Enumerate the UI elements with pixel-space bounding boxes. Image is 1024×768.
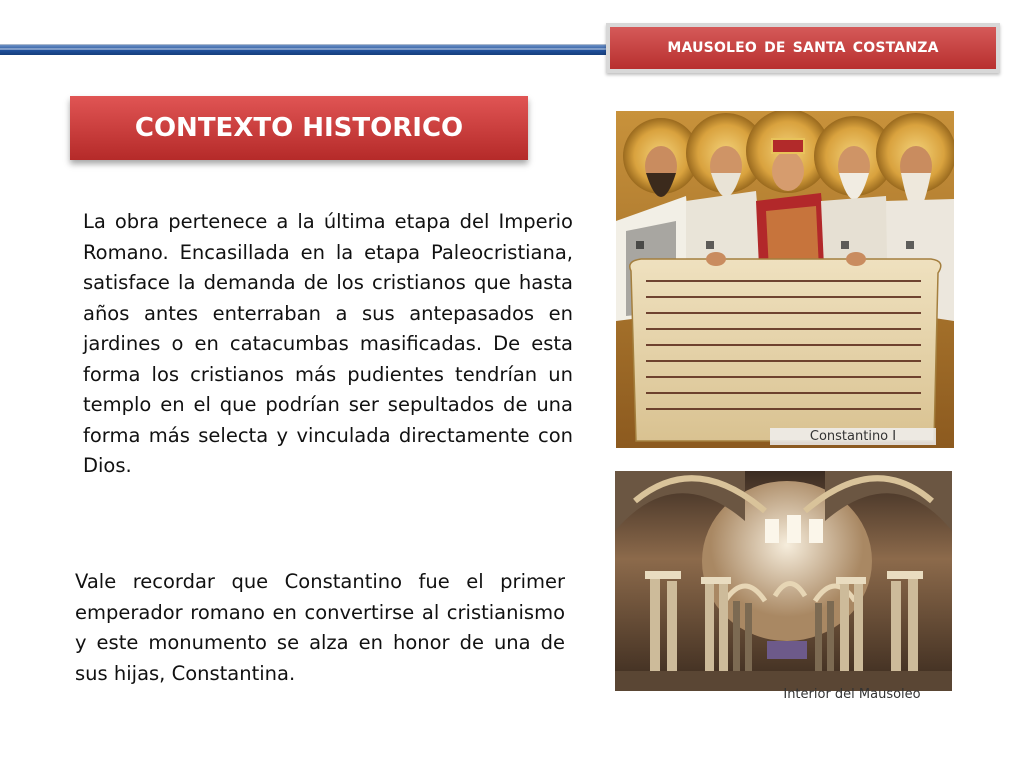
mausoleum-interior-image	[615, 471, 952, 691]
header-title: MAUSOLEO DE SANTA COSTANZA	[667, 40, 939, 56]
mausoleum-interior-illustration	[615, 471, 952, 691]
constantino-icon-image	[616, 111, 954, 448]
top-rule-highlight	[0, 48, 606, 50]
caption-interior: Interior del Mausoleo	[783, 687, 921, 702]
header-badge	[606, 23, 1000, 73]
header-badge-fill	[610, 27, 996, 69]
caption-constantino: Constantino I	[770, 428, 936, 445]
byzantine-icon-illustration	[616, 111, 954, 448]
section-title-box	[70, 96, 528, 160]
section-title: CONTEXTO HISTORICO	[134, 113, 464, 143]
paragraph-context: La obra pertenece a la última etapa del Imperio Romano. Encasillada en la etapa Paleocristiana, satisface la demanda de los cristianos que hasta años antes enterraban a sus antepasados en jardines o en catacumbas masificadas. De esta forma los cristianos más pudientes tendrían un templo en el que podrían ser sepultados de una forma más selecta y vinculada directamente con Dios.	[83, 210, 573, 477]
paragraph-constantino: Vale recordar que Constantino fue el primer emperador romano en convertirse al cristianismo y este monumento se alza en honor de una de sus hijas, Constantina.	[75, 570, 565, 685]
